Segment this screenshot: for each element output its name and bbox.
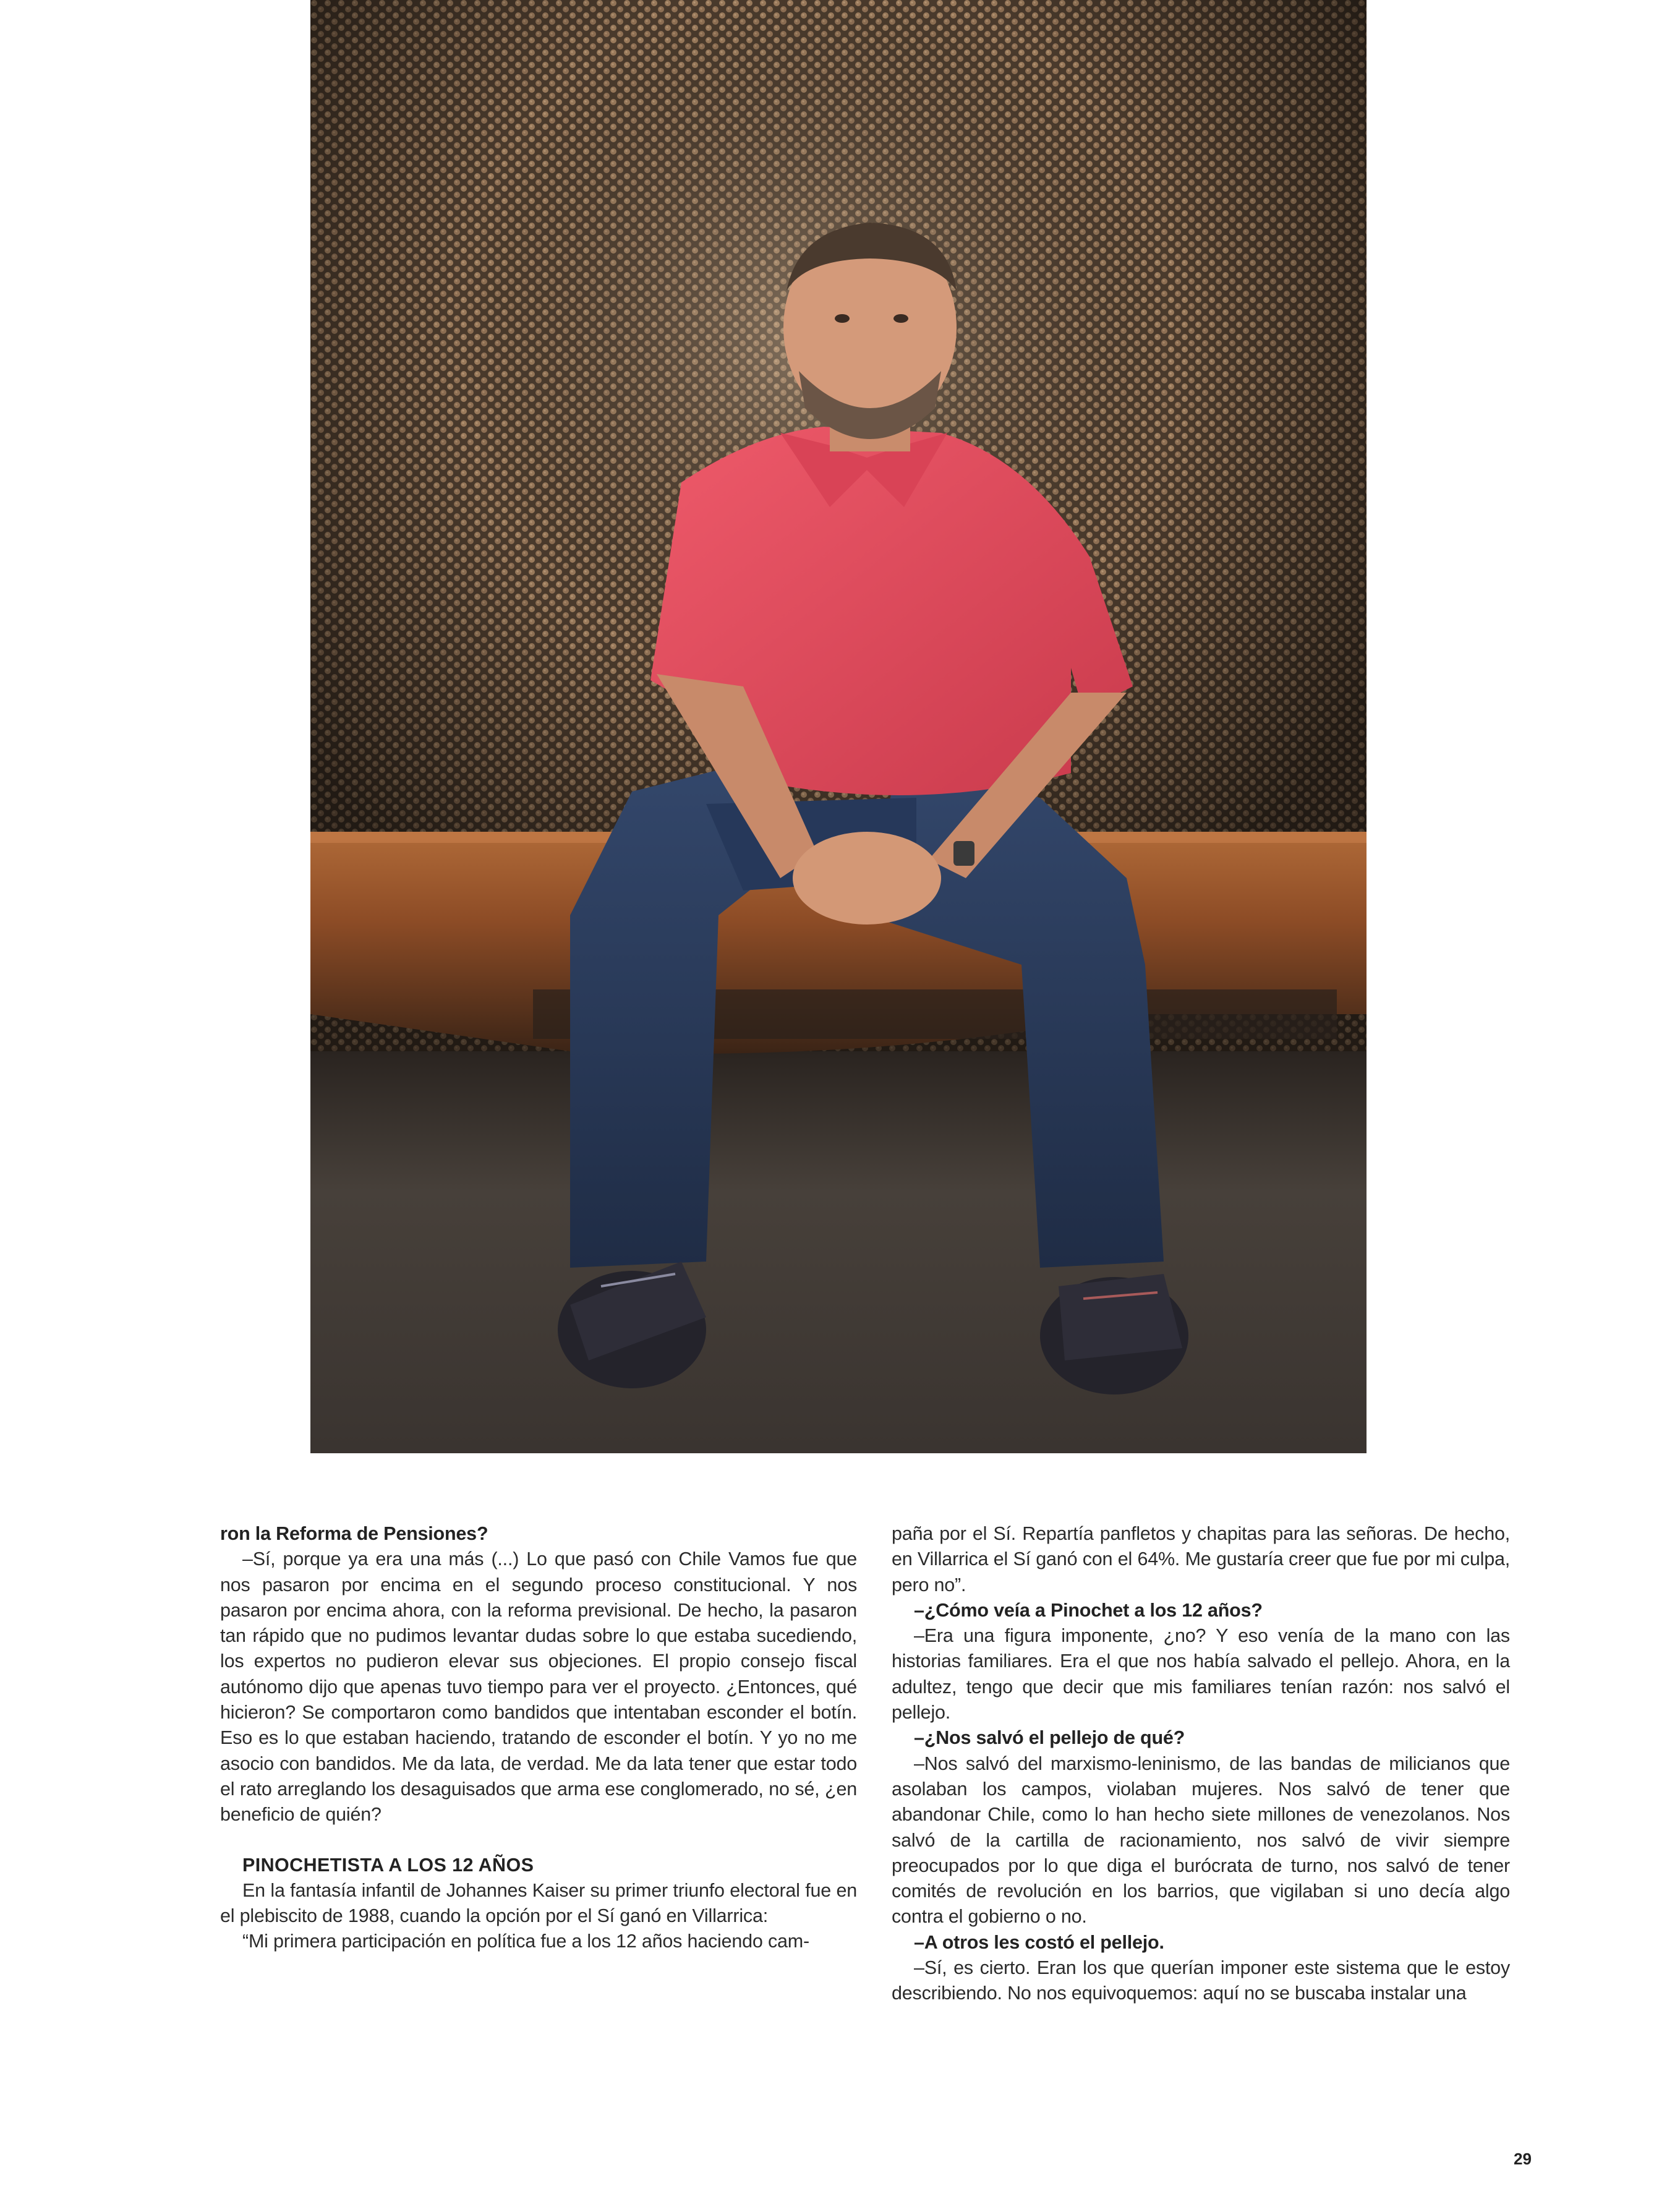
question-otros-pellejo: –A otros les costó el pellejo. <box>914 1931 1164 1953</box>
answer-salvo-pellejo: –Nos salvó del marxismo-leninismo, de las bandas de milicianos que asolaban los campos, violaban mujeres. Nos salvó de tener que abandonar Chile, como lo han hecho siete millones de venezolanos. Nos salvó de la cartilla de racionamiento, nos salvó de vivir siempre preocupados por lo que diga el burócrata de turno, nos salvó de tener comités de revolución en los barrios, que vigilaban si uno decía algo contra el gobierno o no. <box>892 1753 1510 1928</box>
answer-pinochet-12: –Era una figura imponente, ¿no? Y eso venía de la mano con las historias familiares. Era el que nos había salvado el pellejo. Ahora, en la adultez, tengo que decir que mis familiares tenían razón: nos salvó el pellejo. <box>892 1625 1510 1723</box>
section-subhead: PINOCHETISTA A LOS 12 AÑOS <box>242 1854 534 1876</box>
paragraph-primera-participacion: “Mi primera participación en política fue a los 12 años haciendo cam- <box>242 1931 809 1952</box>
question-salvo-pellejo: –¿Nos salvó el pellejo de qué? <box>914 1727 1185 1749</box>
question-reforma-pensiones: ron la Reforma de Pensiones? <box>220 1523 488 1544</box>
portrait-photo-illustration <box>310 0 1367 1453</box>
article-left-column <box>220 1521 857 1955</box>
portrait-photo <box>310 0 1367 1453</box>
answer-otros-pellejo: –Sí, es cierto. Eran los que querían imponer este sistema que le estoy describiendo. No nos equivoquemos: aquí no se buscaba instalar una <box>892 1957 1510 2004</box>
page-number: 29 <box>1514 2150 1532 2168</box>
paragraph-plebiscito: En la fantasía infantil de Johannes Kaiser su primer triunfo electoral fue en el plebiscito de 1988, cuando la opción por el Sí ganó en Villarrica: <box>220 1879 857 1927</box>
answer-reforma-pensiones: –Sí, porque ya era una más (...) Lo que pasó con Chile Vamos fue que nos pasaron por encima en el segundo proceso constitucional. Y nos pasaron por encima ahora, con la reforma previsional. De hecho, la pasaron tan rápido que no pudimos levantar dudas sobre lo que estaba sucediendo, los expertos no pudieron elevar sus objeciones. El propio consejo fiscal autónomo dijo que apenas tuvo tiempo para ver el proyecto. ¿Entonces, qué hicieron? Se comportaron como bandidos que intentaban esconder el botín. Eso es lo que estaban haciendo, tratando de esconder el botín. Y yo no me asocio con bandidos. Me da lata, de verdad. Me da lata tener que estar todo el rato arreglando los desaguisados que arma ese conglomerado, no sé, ¿en beneficio de quién? <box>220 1548 857 1826</box>
paragraph-campana-si: paña por el Sí. Repartía panfletos y chapitas para las señoras. De hecho, en Villarrica el Sí ganó con el 64%. Me gustaría creer que fue por mi culpa, pero no”. <box>892 1523 1510 1595</box>
question-pinochet-12: –¿Cómo veía a Pinochet a los 12 años? <box>914 1599 1263 1621</box>
article-right-column <box>892 1521 1510 2007</box>
